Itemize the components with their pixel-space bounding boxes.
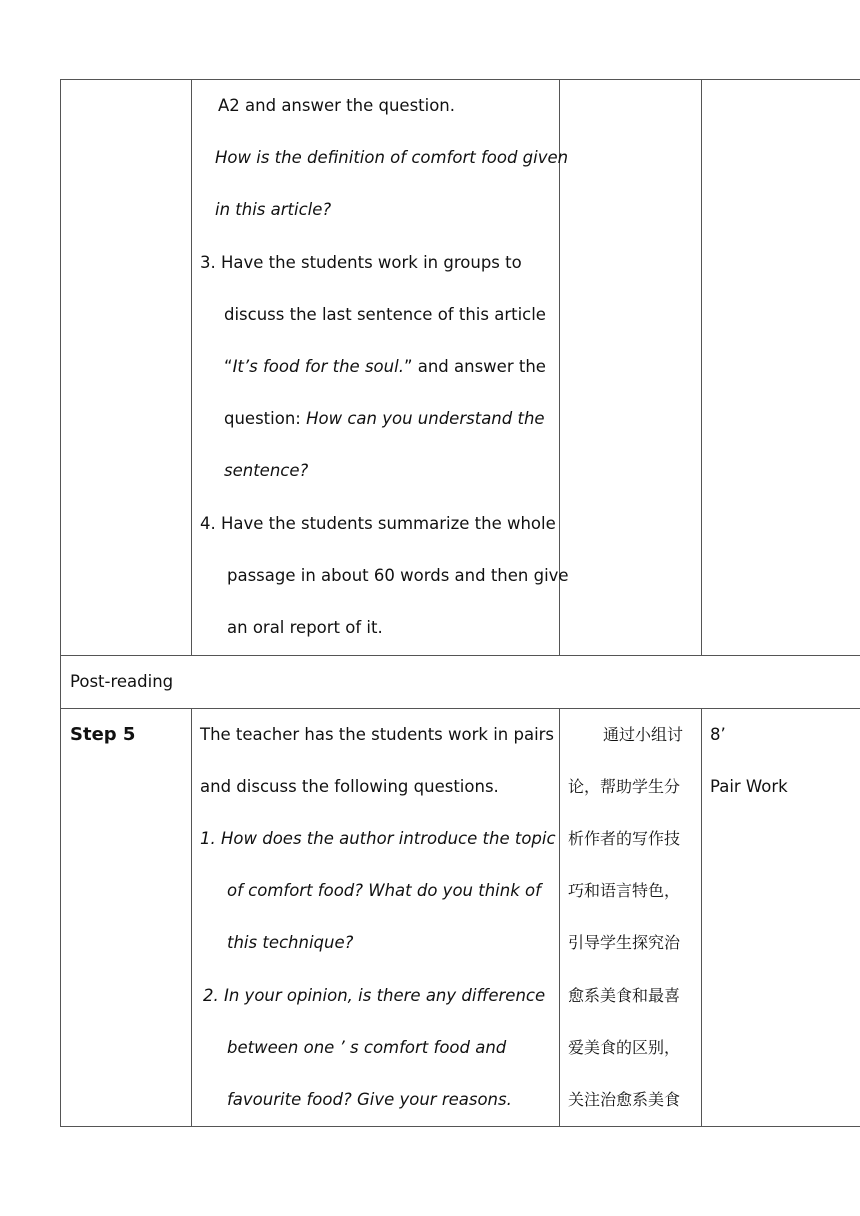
discussion-question: 1. How does the author introduce the topic (200, 829, 556, 848)
purpose-line: 愈系美食和最喜 (568, 986, 681, 1005)
table-row-divider-1 (60, 655, 860, 656)
procedure-question-line (224, 409, 545, 429)
procedure-line: A2 and answer the question. (218, 96, 456, 115)
table-row-divider-2 (60, 708, 860, 709)
table-border-top (60, 79, 860, 80)
procedure-line: 4. Have the students summarize the whole (200, 514, 556, 533)
open-quote: “ (224, 357, 233, 376)
discussion-question: of comfort food? What do you think of (227, 881, 541, 900)
table-col-divider-2b (559, 708, 560, 1127)
procedure-line: discuss the last sentence of this article (224, 305, 546, 324)
section-label: Post-reading (70, 672, 174, 691)
discussion-question: 2. In your opinion, is there any difference (203, 986, 546, 1005)
procedure-question: How can you understand the (306, 409, 545, 428)
procedure-question: sentence? (224, 461, 309, 480)
table-col-divider-1b (191, 708, 192, 1127)
procedure-line: an oral report of it. (227, 618, 383, 637)
procedure-line-tail: ” and answer the (403, 357, 546, 376)
procedure-quote-line (224, 357, 546, 377)
question-label: question: (224, 409, 301, 428)
purpose-line: 关注治愈系美食 (568, 1090, 681, 1109)
table-col-divider-1 (191, 79, 192, 655)
discussion-question: favourite food? Give your reasons. (227, 1090, 512, 1109)
table-col-divider-3b (701, 708, 702, 1127)
discussion-question: this technique? (227, 933, 354, 952)
quoted-sentence: It’s food for the soul. (232, 357, 404, 376)
procedure-line: passage in about 60 words and then give (227, 566, 569, 585)
discussion-question: between one ’ s comfort food and (227, 1038, 507, 1057)
table-col-divider-3 (701, 79, 702, 655)
table-border-left (60, 79, 61, 1127)
table-border-bottom (60, 1126, 860, 1127)
procedure-line: 3. Have the students work in groups to (200, 253, 522, 272)
purpose-line: 通过小组讨 (603, 725, 684, 744)
time-allocation: 8’ (710, 725, 726, 744)
purpose-line: 巧和语言特色， (568, 881, 681, 900)
purpose-line: 爱美食的区别， (568, 1038, 681, 1057)
content-line: and discuss the following questions. (200, 777, 499, 796)
procedure-question: in this article? (215, 200, 332, 219)
step-title: Step 5 (70, 724, 136, 745)
content-line: The teacher has the students work in pairs (200, 725, 555, 744)
purpose-line: 引导学生探究治 (568, 933, 681, 952)
purpose-line: 论，帮助学生分 (568, 777, 681, 796)
interaction-mode: Pair Work (710, 777, 788, 796)
procedure-question: How is the definition of comfort food given (215, 148, 569, 167)
purpose-line: 析作者的写作技 (568, 829, 681, 848)
